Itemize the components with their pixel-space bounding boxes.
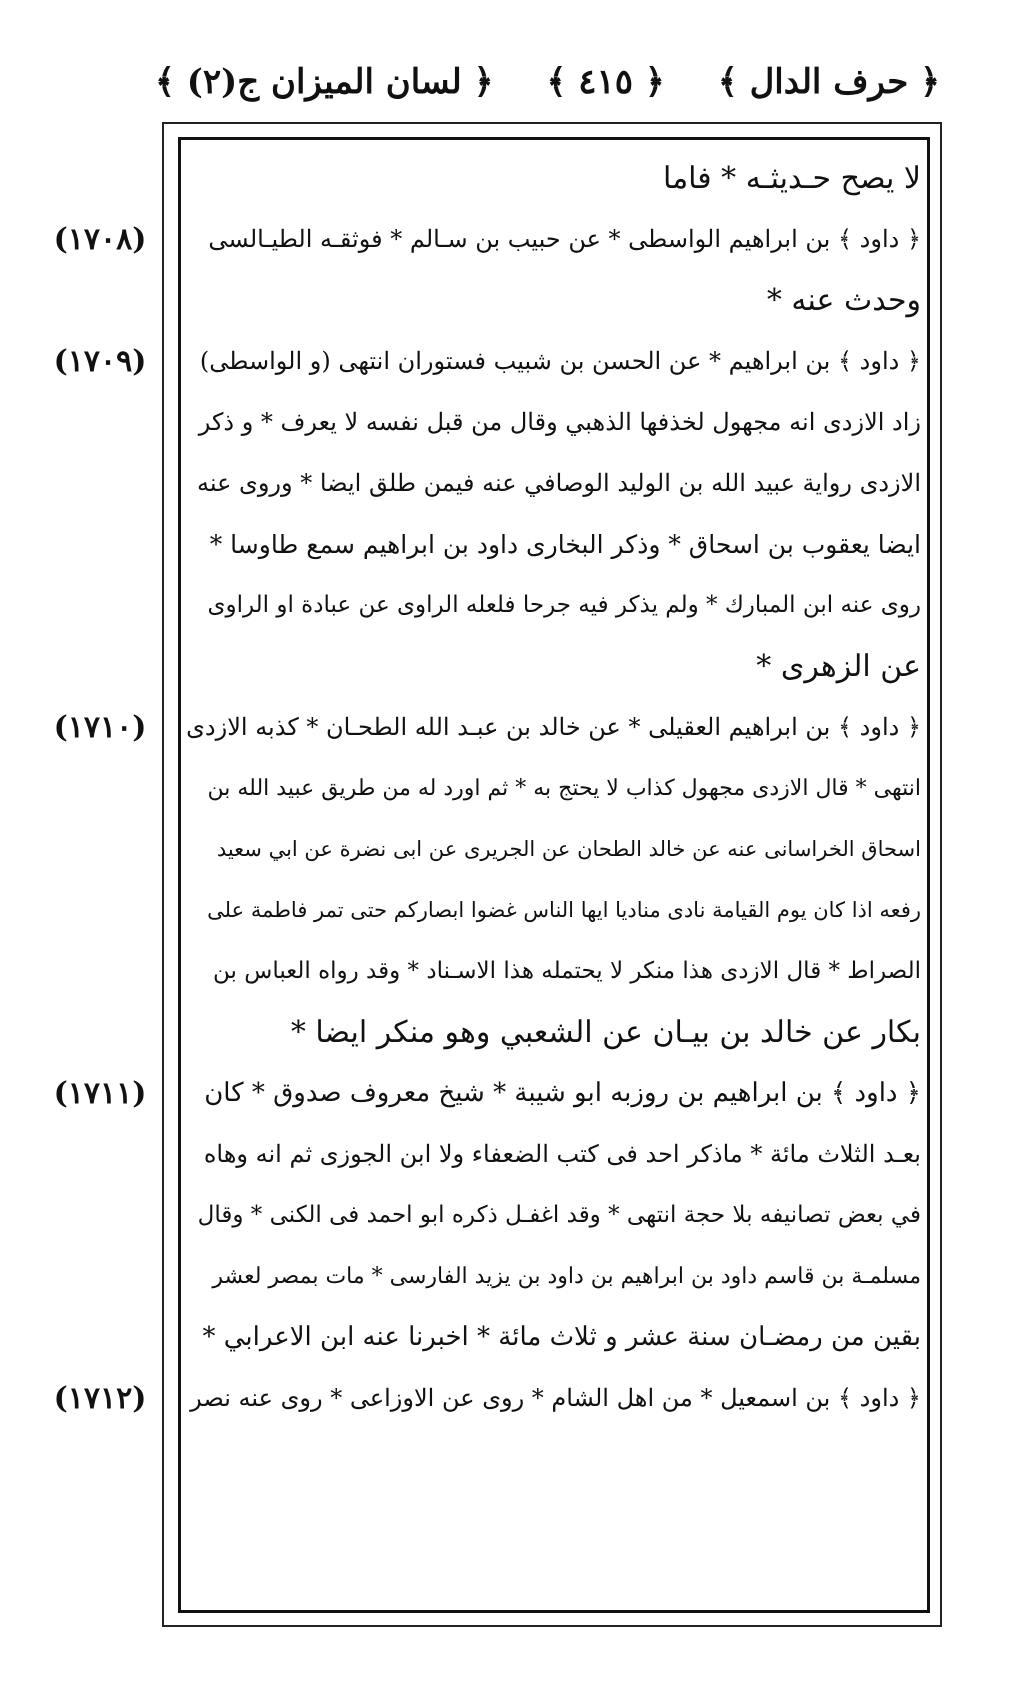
entry-number: (١٧١١)	[53, 1076, 147, 1111]
text-line: الصراط * قال الازدى هذا منكر لا يحتمله هذا الاسـناد * وقد رواه العباس بن	[213, 958, 921, 984]
text-line: الازدى رواية عبيد الله بن الوليد الوصافي عنه فيمن طلق ايضا * وروى عنه	[196, 469, 921, 497]
text-line: ﴿ داود ﴾ بن اسمعيل * من اهل الشام * روى عن الاوزاعى * روى عنه نصر	[190, 1384, 921, 1412]
running-header	[155, 46, 940, 116]
text-block	[185, 148, 921, 1429]
text-line: اسحاق الخراسانى عنه عن خالد الطحان عن الجريرى عن ابى نضرة عن ابي سعيد	[216, 837, 921, 861]
text-line: بقين من رمضـان سنة عشر و ثلاث مائة * اخبرنا عنه ابن الاعرابي *	[202, 1322, 921, 1352]
text-line: ايضا يعقوب بن اسحاق * وذكر البخارى داود بن ابراهيم سمع طاوسا *	[209, 530, 921, 559]
text-line: ﴿ داود ﴾ بن ابراهيم العقيلى * عن خالد بن عبـد الله الطحـان * كذبه الازدى	[186, 713, 921, 741]
text-line: في بعض تصانيفه بلا حجة انتهى * وقد اغفـل ذكره ابو احمد فى الكنى * وقال	[197, 1202, 921, 1228]
text-line: ﴿ داود ﴾ بن ابراهيم بن روزبه ابو شيبة * شيخ معروف صدوق * كان	[204, 1078, 921, 1108]
text-line: زاد الازدى انه مجهول لخذفها الذهبي وقال من قبل نفسه لا يعرف * و ذكر	[198, 408, 921, 436]
text-line: مسلمـة بن قاسم داود بن ابراهيم بن داود بن يزيد الفارسى * مات بمصر لعشر	[212, 1264, 921, 1289]
entry-number: (١٧١٠)	[53, 710, 147, 745]
text-line: لا يصح حـديثـه * فاما	[662, 161, 921, 196]
text-line: ﴿ داود ﴾ بن ابراهيم * عن الحسن بن شبيب فستوران انتهى (و الواسطى)	[199, 347, 921, 375]
text-line: رفعه اذا كان يوم القيامة نادى مناديا ايها الناس غضوا ابصاركم حتى تمر فاطمة على	[207, 898, 921, 922]
text-line: وحدث عنه *	[766, 283, 921, 318]
chapter-title: ﴿ حرف الدال ﴾	[717, 61, 940, 102]
text-line: ﴿ داود ﴾ بن ابراهيم الواسطى * عن حبيب بن سـالم * فوثقـه الطيـالسى	[208, 225, 921, 253]
text-line: عن الزهرى *	[756, 649, 921, 684]
text-line: بكار عن خالد بن بيـان عن الشعبي وهو منكر ايضا *	[290, 1015, 921, 1050]
entry-number: (١٧٠٨)	[53, 222, 147, 257]
book-title: ﴿ لسان الميزان ج(٢) ﴾	[155, 61, 494, 102]
page-number: ﴿ ٤١٥ ﴾	[546, 61, 665, 102]
text-line: روى عنه ابن المبارك * ولم يذكر فيه جرحا فلعله الراوى عن عبادة او الراوى	[207, 592, 921, 618]
text-line: بعـد الثلاث مائة * ماذكر احد فى كتب الضعفاء ولا ابن الجوزى ثم انه وهاه	[203, 1140, 921, 1168]
entry-number: (١٧٠٩)	[53, 344, 147, 379]
text-line: انتهى * قال الازدى مجهول كذاب لا يحتج به * ثم اورد له من طريق عبيد الله بن	[207, 776, 921, 801]
entry-number: (١٧١٢)	[53, 1381, 147, 1416]
entry-numbers-margin	[30, 0, 170, 1688]
